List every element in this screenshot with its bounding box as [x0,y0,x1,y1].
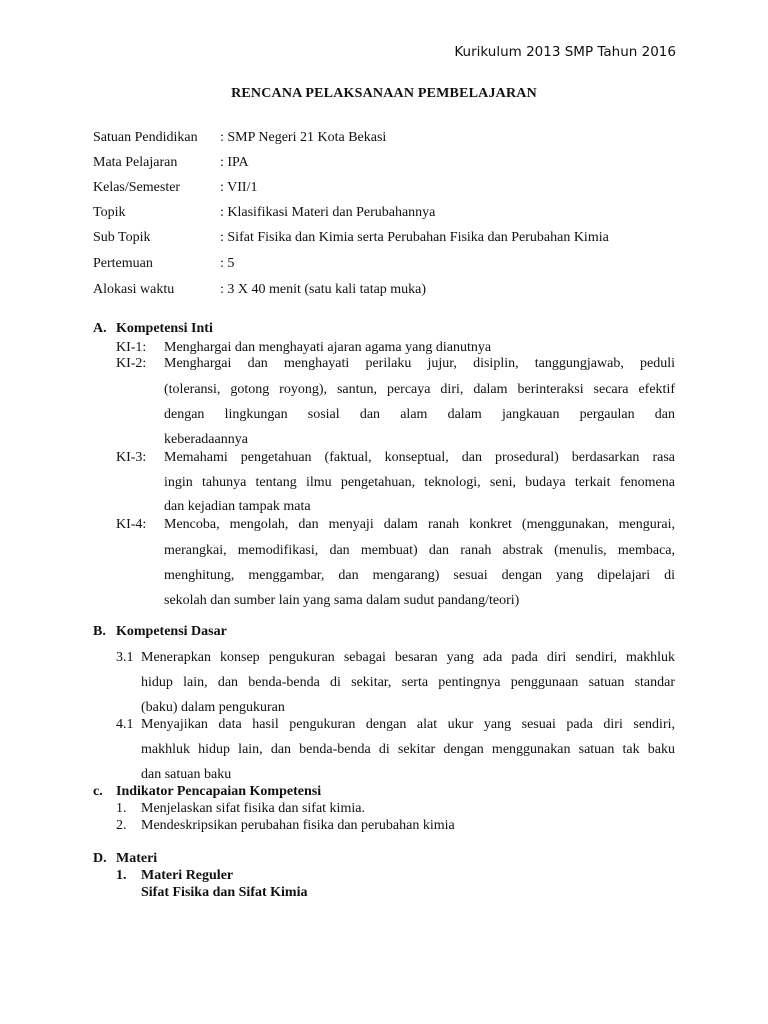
section-title: Kompetensi Inti [116,321,213,336]
identity-value: : 3 X 40 menit (satu kali tatap muka) [220,282,427,297]
indicator-text: Mendeskripsikan perubahan fisika dan perubahan kimia [141,818,455,833]
section-title: Kompetensi Dasar [116,624,227,639]
kd-text-line: Menerapkan konsep pengukuran sebagai besaran yang ada pada diri sendiri, makhluk [141,650,675,665]
document-title: RENCANA PELAKSANAAN PEMBELAJARAN [231,86,537,101]
ki-text-line: sekolah dan sumber lain yang sama dalam sudut pandang/teori) [164,593,520,608]
indicator-text: Menjelaskan sifat fisika dan sifat kimia. [141,801,365,816]
kd-text-line: hidup lain, dan benda-benda di sekitar, serta pentingnya penggunaan satuan standar [141,675,675,690]
identity-label: Topik [93,205,126,220]
section-letter: B. [93,624,106,639]
ki-text-line: dengan lingkungan sosial dan alam dalam jangkauan pergaulan dan [164,407,675,422]
ki-text-line: Menghargai dan menghayati perilaku jujur, disiplin, tanggungjawab, peduli [164,356,675,371]
identity-label: Mata Pelajaran [93,155,178,170]
identity-value: : 5 [220,256,235,271]
section-letter: c. [93,784,103,799]
identity-value: : Klasifikasi Materi dan Perubahannya [220,205,436,220]
section-letter: A. [93,321,107,336]
kd-text-line: Menyajikan data hasil pengukuran dengan alat ukur yang sesuai pada diri sendiri, [141,717,675,732]
identity-label: Alokasi waktu [93,282,175,297]
ki-text-line: keberadaannya [164,432,248,447]
ki-code: KI-3: [116,450,147,465]
identity-label: Kelas/Semester [93,180,181,195]
page-header: Kurikulum 2013 SMP Tahun 2016 [454,44,676,60]
section-c-heading [93,784,321,800]
ki-text-line: Menghargai dan menghayati ajaran agama yang dianutnya [164,340,492,355]
ki-text-line: ingin tahunya tentang ilmu pengetahuan, teknologi, seni, budaya terkait fenomena [164,475,675,490]
kd-text-line: (baku) dalam pengukuran [141,700,285,715]
materi-sub-title: Materi Reguler [141,868,234,883]
section-b-heading [93,624,227,640]
ki-text-line: menghitung, menggambar, dan mengarang) sesuai dengan yang dipelajari di [164,568,675,583]
ki-text-line: Memahami pengetahuan (faktual, konseptual, dan prosedural) berdasarkan rasa [164,450,675,465]
ki-text-line: merangkai, memodifikasi, dan membuat) dan ranah abstrak (menulis, membaca, [164,543,675,558]
section-d-heading [93,851,157,867]
identity-value: : Sifat Fisika dan Kimia serta Perubahan Fisika dan Perubahan Kimia [220,230,609,245]
indicator-number: 1. [116,801,127,816]
section-title: Indikator Pencapaian Kompetensi [116,784,322,799]
materi-sub-heading: Sifat Fisika dan Sifat Kimia [141,885,308,900]
kd-text-line: dan satuan baku [141,767,232,782]
ki-code: KI-4: [116,517,147,532]
kd-text-line: makhluk hidup lain, dan benda-benda di sekitar dengan menggunakan satuan tak baku [141,742,675,757]
identity-value: : SMP Negeri 21 Kota Bekasi [220,130,387,145]
section-letter: D. [93,851,107,866]
kd-code: 4.1 [116,717,134,732]
kd-code: 3.1 [116,650,134,665]
ki-text-line: dan kejadian tampak mata [164,499,311,514]
indicator-number: 2. [116,818,127,833]
ki-code: KI-1: [116,340,147,355]
identity-label: Satuan Pendidikan [93,130,198,145]
identity-label: Pertemuan [93,256,153,271]
ki-text-line: (toleransi, gotong royong), santun, percaya diri, dalam berinteraksi secara efektif [164,382,675,397]
identity-label: Sub Topik [93,230,151,245]
materi-sub-number: 1. [116,868,127,883]
section-title: Materi [116,851,158,866]
identity-value: : VII/1 [220,180,258,195]
ki-code: KI-2: [116,356,147,371]
section-a-heading [93,321,213,337]
identity-value: : IPA [220,155,249,170]
ki-text-line: Mencoba, mengolah, dan menyaji dalam ranah konkret (menggunakan, mengurai, [164,517,675,532]
